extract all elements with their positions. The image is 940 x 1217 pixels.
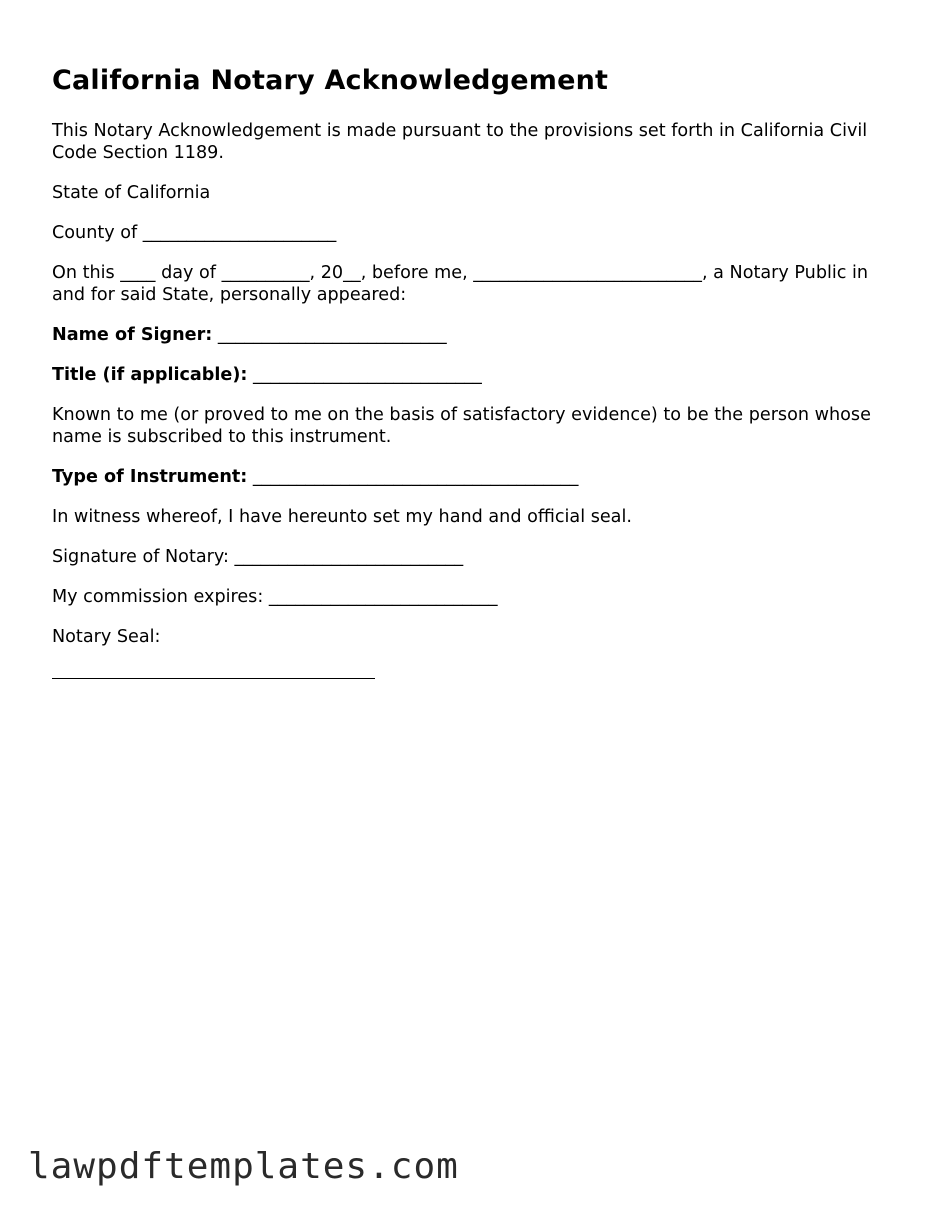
- signer-title-field: [52, 364, 902, 386]
- instrument-type-blank: _____________________________________: [247, 467, 579, 487]
- notary-document: [52, 62, 902, 679]
- signer-title-label: Title (if applicable):: [52, 365, 248, 385]
- commission-expiry-line: My commission expires: __________________________: [52, 587, 498, 607]
- witness-line: In witness whereof, I have hereunto set my hand and official seal.: [52, 507, 632, 527]
- signer-name-blank: __________________________: [212, 325, 447, 345]
- instrument-type-label: Type of Instrument:: [52, 467, 248, 487]
- intro-paragraph: This Notary Acknowledgement is made pursuant to the provisions set forth in California Civil Code Section 1189.: [52, 121, 868, 163]
- instrument-type-field: [52, 466, 902, 488]
- watermark: lawpdftemplates.com: [28, 1146, 459, 1187]
- appearance-paragraph: On this ____ day of __________, 20__, before me, __________________________, a Notary Public in and for said State, personally appeared:: [52, 263, 869, 305]
- notary-seal-label: Notary Seal:: [52, 627, 161, 647]
- state-line: State of California: [52, 183, 211, 203]
- document-title: California Notary Acknowledgement: [52, 65, 609, 96]
- county-line: County of ______________________: [52, 223, 337, 243]
- signer-title-blank: __________________________: [247, 365, 482, 385]
- signer-name-field: [52, 324, 902, 346]
- signer-name-label: Name of Signer:: [52, 325, 213, 345]
- known-paragraph: Known to me (or proved to me on the basis of satisfactory evidence) to be the person whose name is subscribed to this instrument.: [52, 405, 871, 447]
- notary-signature-line: Signature of Notary: __________________________: [52, 547, 464, 567]
- notary-seal-blank: [52, 678, 375, 679]
